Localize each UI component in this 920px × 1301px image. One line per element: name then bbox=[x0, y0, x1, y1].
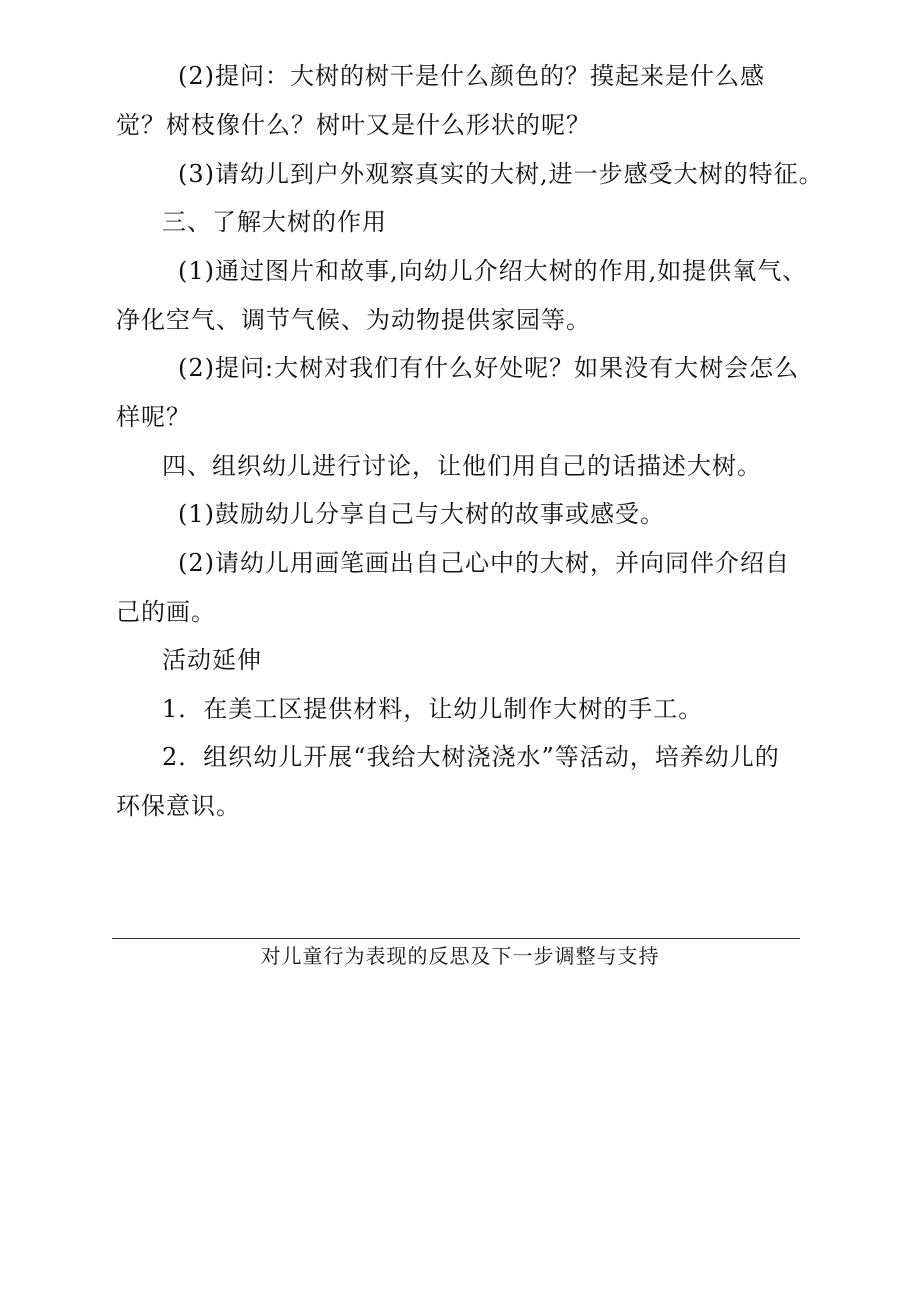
footer-divider bbox=[112, 938, 800, 939]
paragraph-line: 1．在美工区提供材料，让幼儿制作大树的手工。 bbox=[162, 695, 704, 723]
paragraph-line: (2)请幼儿用画笔画出自己心中的大树，并向同伴介绍自 bbox=[178, 549, 790, 577]
paragraph-line: (3)请幼儿到户外观察真实的大树,进一步感受大树的特征。 bbox=[178, 160, 824, 188]
footer-title: 对儿童行为表现的反思及下一步调整与支持 bbox=[260, 944, 660, 968]
paragraph-line: (1)通过图片和故事,向幼儿介绍大树的作用,如提供氧气、 bbox=[178, 257, 808, 285]
paragraph-line: (1)鼓励幼儿分享自己与大树的故事或感受。 bbox=[178, 500, 665, 528]
section-heading: 三、了解大树的作用 bbox=[162, 208, 387, 236]
paragraph-line: 觉？树枝像什么？树叶又是什么形状的呢？ bbox=[116, 111, 591, 139]
paragraph-line: 样呢？ bbox=[116, 403, 191, 431]
paragraph-line: 己的画。 bbox=[116, 598, 216, 626]
paragraph-line: 环保意识。 bbox=[116, 792, 241, 820]
section-heading: 活动延伸 bbox=[162, 646, 262, 674]
section-heading: 四、组织幼儿进行讨论，让他们用自己的话描述大树。 bbox=[162, 452, 762, 480]
paragraph-line: (2)提问:大树对我们有什么好处呢？如果没有大树会怎么 bbox=[178, 354, 800, 382]
paragraph-line: (2)提问：大树的树干是什么颜色的？摸起来是什么感 bbox=[178, 62, 765, 90]
paragraph-line: 2．组织幼儿开展“我给大树浇浇水”等活动，培养幼儿的 bbox=[162, 743, 780, 771]
paragraph-line: 净化空气、调节气候、为动物提供家园等。 bbox=[116, 306, 591, 334]
